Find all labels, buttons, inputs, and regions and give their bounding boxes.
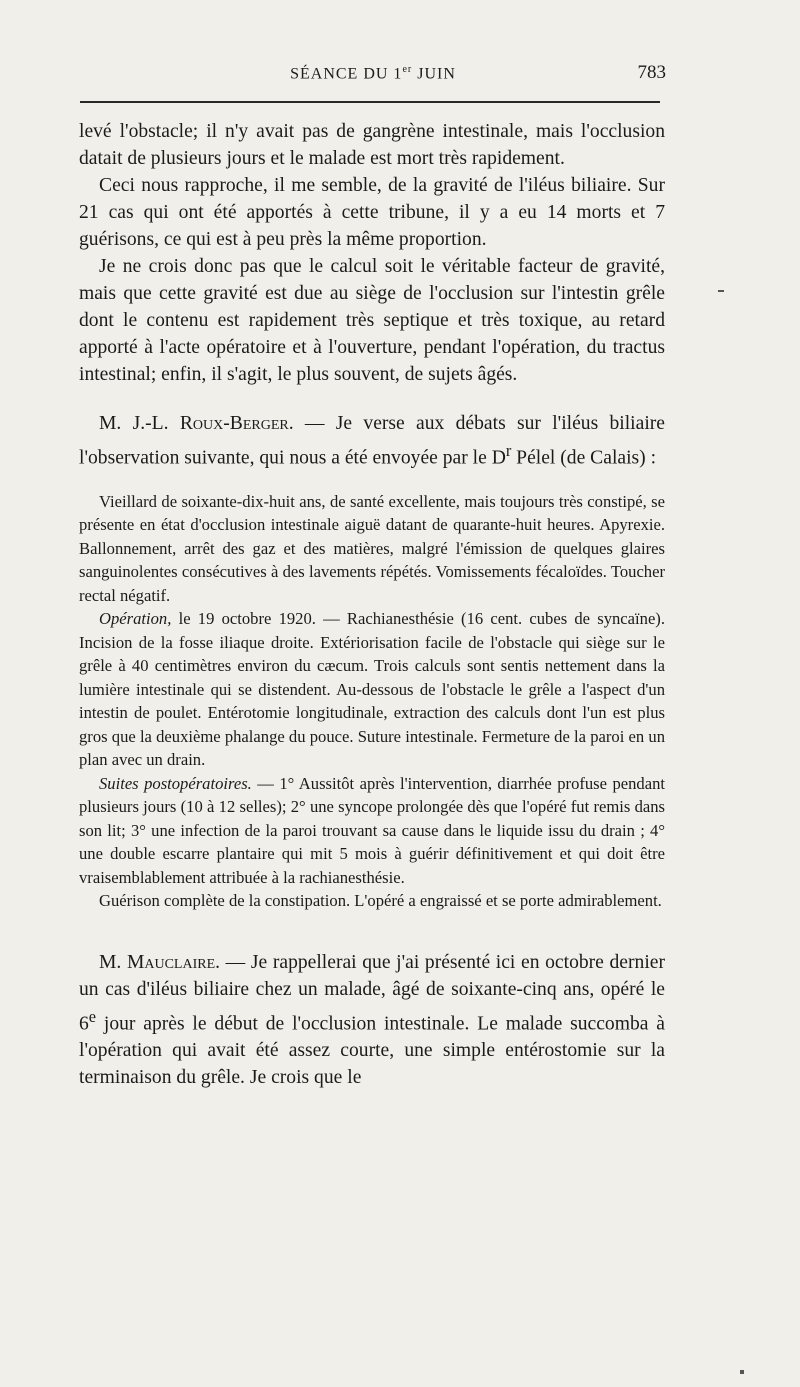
running-title-main: SÉANCE DU 1 (290, 65, 403, 83)
header-rule (80, 101, 660, 103)
page-number: 783 (637, 62, 666, 83)
speaker-prefix: M. (99, 951, 127, 973)
margin-speck (740, 1370, 744, 1374)
paragraph-roux-berger (79, 410, 665, 472)
followup-text: — 1° Aussitôt après l'intervention, diarrhée profuse pendant plusieurs jours (10 à 12 selles); 2° une syncope prolongée dès que l'opéré fut remis dans son lit; 3° une infection de la paroi trouvant sa cause dans le liquide issu du drain ; 4° une double escarre plantaire qui mit 5 mois à guérir définitivement et qui doit être vraisemblablement attribuée à la rachianesthésie. (79, 773, 665, 887)
observation-operation (79, 607, 665, 772)
paragraph-text-end: Pélel (de Calais) : (511, 447, 657, 469)
paragraph-text: — Je rappellerai que j'ai présenté ici en octobre dernier un cas d'iléus biliaire chez un malade, âgé de soixante-cinq ans, opéré le 6 (79, 951, 665, 1035)
followup-label: Suites postopératoires. (99, 773, 252, 793)
speaker-prefix: M. J.-L. (99, 413, 180, 434)
operation-label: Opération, (99, 609, 172, 629)
doctor-superscript: r (505, 441, 512, 460)
operation-text: le 19 octobre 1920. — Rachianesthésie (16 cent. cubes de syncaïne). Incision de la fosse iliaque droite. Extériorisation facile de l'obstacle qui siège sur le grêle à 40 centimètres environ du cæcum. Trois calculs sont sentis nettement dans la lumière intestinale qui se distendent. Au-dessous de l'obstacle le grêle a l'aspect d'un intestin de poulet. Entérotomie longitudinale, extraction des calculs dont l'un est plus gros que la deuxième phalange du pouce. Suture intestinale. Fermeture de la paroi en un plan avec un drain. (79, 609, 665, 770)
ordinal-superscript: e (88, 1006, 97, 1026)
paragraph-text: — Je verse aux débats sur l'iléus biliaire l'observation suivante, qui nous a été envoyée par le D (79, 413, 665, 469)
observation-followup (79, 772, 665, 890)
paragraph-conclusion: Je ne crois donc pas que le calcul soit le véritable facteur de gravité, mais que cette gravité est due au siège de l'occlusion sur l'intestin grêle dont le contenu est rapidement très septique et très toxique, au retard apporté à l'acte opératoire et à l'ouverture, pendant l'opération, du tractus intestinal; enfin, il s'agit, le plus souvent, de sujets âgés. (79, 256, 665, 385)
paragraph-mauclaire (79, 949, 665, 1092)
observation-outcome: Guérison complète de la constipation. L'opéré a engraissé et se porte admirablement. (99, 891, 662, 911)
roux-berger-intervention (79, 410, 665, 472)
mauclaire-intervention (79, 949, 665, 1092)
speaker-name-roux-berger: Roux-Berger. (179, 413, 294, 434)
paragraph-gravity: Ceci nous rapproche, il me semble, de la gravité de l'iléus biliaire. Sur 21 cas qui ont été apportés à cette tribune, il y a eu 14 morts et 7 guérisons, ce qui est à peu près la même proportion. (79, 175, 665, 250)
case-observation (79, 490, 665, 913)
paragraph-text-end: jour après le début de l'occlusion intestinale. Le malade succomba à l'opération qui avait été assez courte, une simple entérostomie sur la terminaison du grêle. Je crois que le (79, 1013, 665, 1089)
paragraph-continued: levé l'obstacle; il n'y avait pas de gangrène intestinale, mais l'occlusion datait de plusieurs jours et le malade est mort très rapidement. (79, 121, 665, 169)
speaker-name-mauclaire: Mauclaire. (126, 951, 221, 973)
continued-section (79, 118, 665, 388)
running-title (80, 64, 666, 83)
running-title-superscript: er (402, 64, 413, 75)
page-body (79, 118, 665, 1091)
running-title-month: JUIN (412, 65, 456, 83)
observation-history: Vieillard de soixante-dix-huit ans, de santé excellente, mais toujours très constipé, se présente en état d'occlusion intestinale aiguë datant de quarante-huit heures. Apyrexie. Ballonnement, arrêt des gaz et des matières, malgré l'émission de quelques glaires sanguinolentes consécutives à des lavements répétés. Vomissements fécaloïdes. Toucher rectal négatif. (79, 491, 665, 605)
margin-speck (718, 290, 724, 292)
running-header (80, 62, 666, 88)
